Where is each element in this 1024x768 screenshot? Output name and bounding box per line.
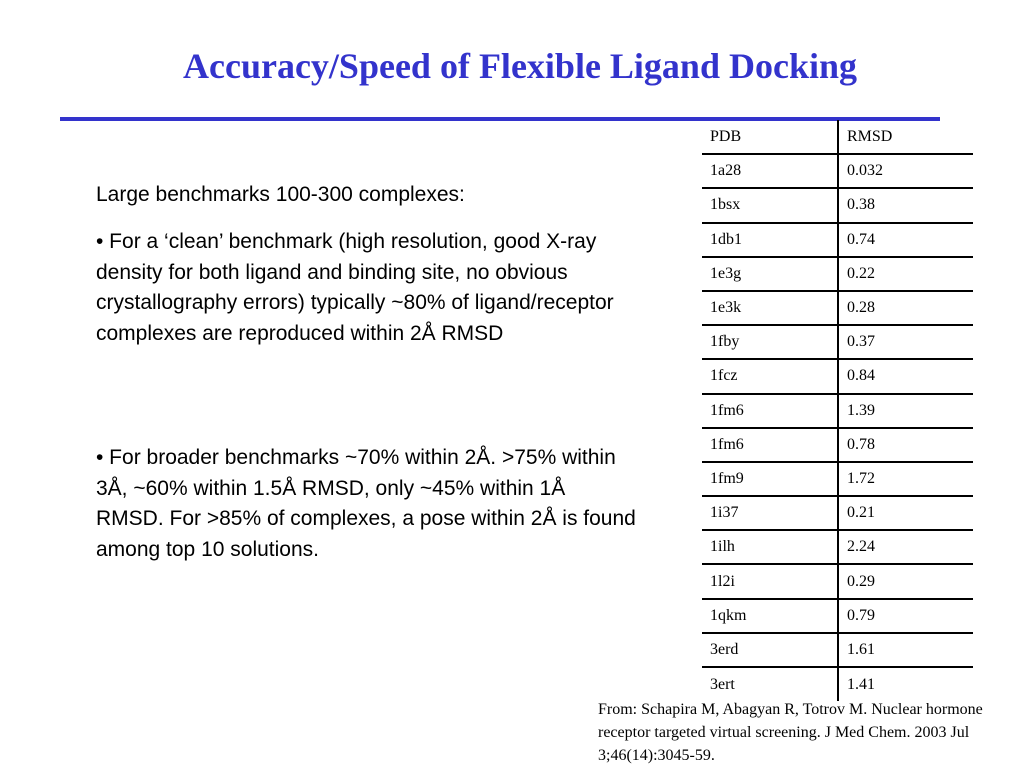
rmsd-cell: 0.78 [838,428,973,462]
rmsd-cell: 0.38 [838,188,973,222]
pdb-cell: 1a28 [702,154,838,188]
pdb-cell: 3erd [702,633,838,667]
rmsd-table [702,120,973,701]
pdb-cell: 1e3g [702,257,838,291]
pdb-cell: 1fm6 [702,394,838,428]
table-row [702,667,973,701]
rmsd-cell: 2.24 [838,530,973,564]
table-row [702,564,973,598]
bullet-broader-benchmarks: • For broader benchmarks ~70% within 2Å. >75% within 3Å, ~60% within 1.5Å RMSD, only ~45% within 1Å RMSD. For >85% of complexes, a pose within 2Å is found among top 10 solutions. [96,446,636,562]
pdb-cell: 1fm9 [702,462,838,496]
rmsd-cell: 0.29 [838,564,973,598]
rmsd-cell: 0.74 [838,223,973,257]
bullet-clean-benchmark: • For a ‘clean’ benchmark (high resolution, good X-ray density for both ligand and binding site, no obvious crystallography errors) typically ~80% of ligand/receptor complexes are reproduced within 2Å RMSD [96,230,614,346]
pdb-cell: 1i37 [702,496,838,530]
intro-text: Large benchmarks 100-300 complexes: [96,183,465,206]
rmsd-cell: 0.28 [838,291,973,325]
citation: From: Schapira M, Abagyan R, Totrov M. Nuclear hormone receptor targeted virtual screening. J Med Chem. 2003 Jul 3;46(14):3045-59. [598,701,983,764]
pdb-cell: 1l2i [702,564,838,598]
table-row [702,223,973,257]
pdb-cell: 1qkm [702,599,838,633]
table-row [702,394,973,428]
pdb-cell: 1bsx [702,188,838,222]
table-row [702,462,973,496]
rmsd-cell: 1.39 [838,394,973,428]
table-header-row [702,120,973,154]
table-row [702,257,973,291]
rmsd-cell: 1.41 [847,675,875,693]
pdb-cell: 3ert [702,667,838,701]
rmsd-cell: 0.22 [838,257,973,291]
rmsd-cell: 0.21 [838,496,973,530]
pdb-cell: 1fm6 [702,428,838,462]
pdb-cell: 1db1 [702,223,838,257]
table-row [702,599,973,633]
pdb-cell: 1e3k [702,291,838,325]
table-row [702,154,973,188]
pdb-cell: 1ilh [702,530,838,564]
pdb-cell: 1fby [702,325,838,359]
rmsd-cell: 0.79 [838,599,973,633]
table-row [702,325,973,359]
table-row [702,188,973,222]
rmsd-cell: 1.61 [838,633,973,667]
rmsd-table-body [702,120,973,701]
column-header-rmsd: RMSD [838,120,973,154]
rmsd-cell: 1.72 [838,462,973,496]
column-header-pdb: PDB [702,120,838,154]
table-row [702,530,973,564]
table-row [702,496,973,530]
rmsd-cell: 0.032 [838,154,973,188]
table-row [702,633,973,667]
slide-title: Accuracy/Speed of Flexible Ligand Docking [183,46,857,86]
rmsd-cell: 0.37 [838,325,973,359]
table-row [702,291,973,325]
pdb-cell: 1fcz [702,359,838,393]
rmsd-cell: 0.84 [838,359,973,393]
table-row [702,359,973,393]
table-row [702,428,973,462]
